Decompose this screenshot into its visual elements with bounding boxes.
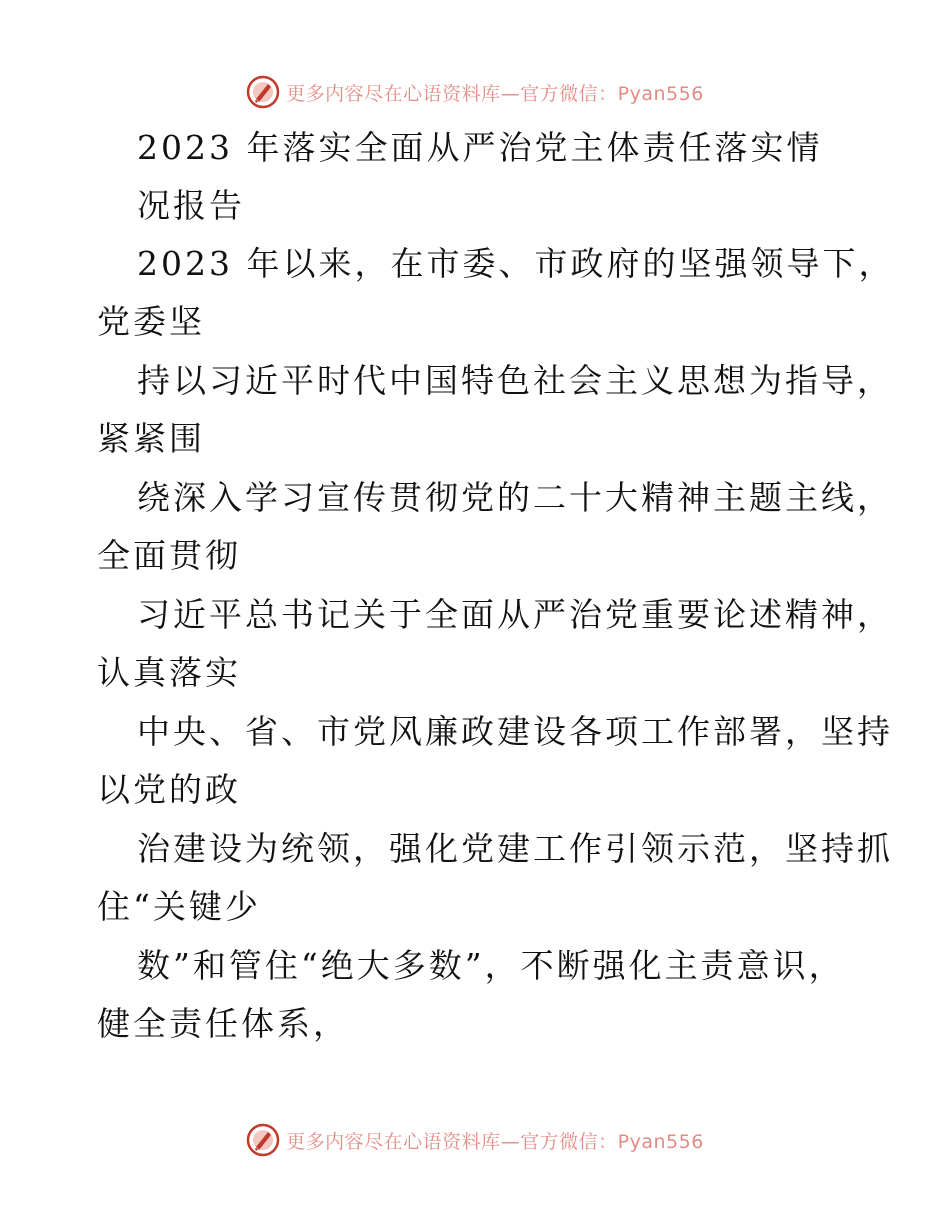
paragraph-line: 2023 年以来，在市委、市政府的坚强领导下， (137, 244, 895, 283)
title-line-1: 2023 年落实全面从严治党主体责任落实情 (137, 128, 823, 167)
paragraph-line: 紧紧围 (97, 419, 205, 458)
header-watermark (0, 72, 950, 112)
paragraph-line: 持以习近平时代中国特色社会主义思想为指导， (137, 361, 893, 400)
paragraph-line: 数”和管住“绝大多数”，不断强化主责意识， (137, 946, 845, 985)
pen-nib-logo-icon (246, 1123, 280, 1157)
paragraph-line: 习近平总书记关于全面从严治党重要论述精神， (137, 595, 893, 634)
paragraph-line: 健全责任体系， (97, 1004, 349, 1043)
paragraph-line: 认真落实 (97, 653, 241, 692)
paragraph-line: 治建设为统领，强化党建工作引领示范，坚持抓 (137, 829, 893, 868)
paragraph-line: 以党的政 (97, 770, 241, 809)
title-line-2: 况报告 (137, 186, 245, 225)
watermark-text: 更多内容尽在心语资料库—官方微信：Pyan556 (286, 82, 704, 105)
footer-watermark (0, 1120, 950, 1160)
paragraph-line: 党委坚 (97, 302, 205, 341)
pen-nib-logo-icon (246, 75, 280, 109)
paragraph-line: 住“关键少 (97, 887, 261, 926)
paragraph-line: 绕深入学习宣传贯彻党的二十大精神主题主线， (137, 478, 893, 517)
paragraph-line: 全面贯彻 (97, 536, 241, 575)
watermark-text: 更多内容尽在心语资料库—官方微信：Pyan556 (286, 1130, 704, 1153)
paragraph-line: 中央、省、市党风廉政建设各项工作部署，坚持 (137, 712, 893, 751)
